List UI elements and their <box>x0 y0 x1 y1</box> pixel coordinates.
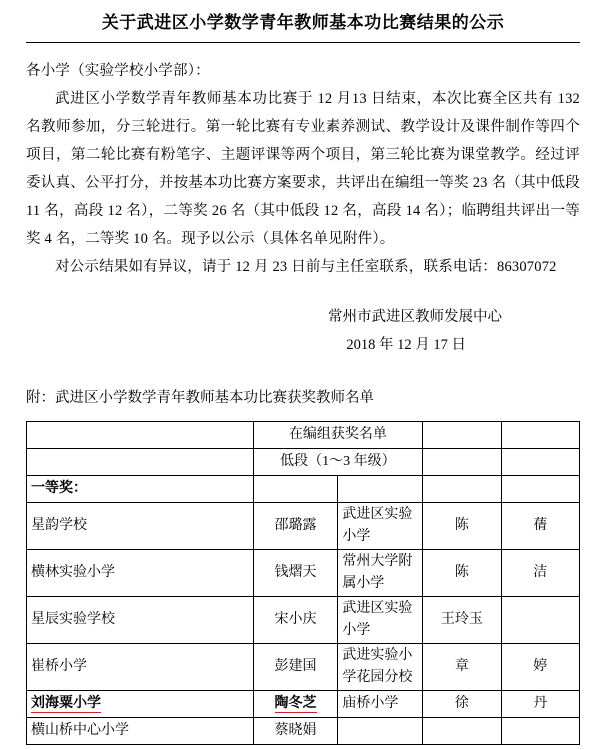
header-section-blank-right2 <box>501 449 579 476</box>
table-row-highlighted <box>27 691 580 718</box>
award-level-blank1 <box>253 476 338 503</box>
table-row-award-level <box>27 476 580 503</box>
cell-teacher: 钱熠天 <box>253 550 338 597</box>
cell-school: 崔桥小学 <box>27 644 254 691</box>
award-level-label: 一等奖： <box>27 476 254 503</box>
award-table <box>26 421 580 745</box>
table-row <box>27 718 580 745</box>
award-level-blank3 <box>423 476 501 503</box>
attachment-title: 附：武进区小学数学青年教师基本功比赛获奖教师名单 <box>26 390 374 406</box>
table-row <box>27 597 580 644</box>
cell-surname: 陈 <box>423 550 501 597</box>
cell-surname: 徐 <box>423 691 501 718</box>
cell-given-name: 蒨 <box>501 503 579 550</box>
cell-teacher: 蔡晓娟 <box>253 718 338 745</box>
cell-work-unit: 武进区实验小学 <box>338 597 423 644</box>
cell-surname: 章 <box>423 644 501 691</box>
cell-school-text: 刘海粟小学 <box>31 696 101 711</box>
cell-work-unit: 庙桥小学 <box>338 691 423 718</box>
header-group-blank-left <box>27 422 254 449</box>
paragraph-1: 武进区小学数学青年教师基本功比赛于 12 月13 日结束，本次比赛全区共有 132 名教师参加，分三轮进行。第一轮比赛有专业素养测试、教学设计及课件制作等四个项目，第二轮比赛有粉笔字、主题评课等两个项目，第三轮比赛为课堂教学。经过评委认真、公平打分，并按基本功比赛方案要求，共评出在编组一等奖 23 名（其中低段 11 名，高段 12 名），二等奖 26 名（其中低段 12 名，高段 14 名）；临聘组共评出一等奖 4 名，二等奖 10 名。现予以公示（具体名单见附件）。 <box>26 91 580 247</box>
cell-teacher: 宋小庆 <box>253 597 338 644</box>
cell-surname: 陈 <box>423 503 501 550</box>
cell-school: 星韵学校 <box>27 503 254 550</box>
header-section-title: 低段（1～3 年级） <box>253 449 423 476</box>
cell-surname <box>423 718 501 745</box>
cell-given-name <box>501 718 579 745</box>
page-title: 关于武进区小学数学青年教师基本功比赛结果的公示 <box>101 13 505 32</box>
signature-block <box>26 303 580 359</box>
cell-work-unit <box>338 718 423 745</box>
document-body <box>26 57 580 281</box>
cell-teacher: 彭建国 <box>253 644 338 691</box>
header-section-blank-left <box>27 449 254 476</box>
header-group-blank-right2 <box>501 422 579 449</box>
table-row <box>27 503 580 550</box>
table-row <box>27 644 580 691</box>
signature-date: 2018 年 12 月 17 日 <box>346 337 466 353</box>
document-page <box>0 10 606 750</box>
cell-work-unit: 武进区实验小学 <box>338 503 423 550</box>
cell-given-name: 婷 <box>501 644 579 691</box>
cell-teacher: 邵璐露 <box>253 503 338 550</box>
cell-given-name: 洁 <box>501 550 579 597</box>
signature-organization: 常州市武进区教师发展中心 <box>328 309 502 325</box>
cell-teacher <box>253 691 338 718</box>
cell-school: 横林实验小学 <box>27 550 254 597</box>
cell-given-name: 丹 <box>501 691 579 718</box>
cell-school: 星辰实验学校 <box>27 597 254 644</box>
header-group-title: 在编组获奖名单 <box>253 422 423 449</box>
cell-school: 横山桥中心小学 <box>27 718 254 745</box>
award-level-blank2 <box>338 476 423 503</box>
title-divider <box>26 42 580 43</box>
cell-teacher-text: 陶冬芝 <box>274 696 317 711</box>
cell-surname: 王玲玉 <box>423 597 501 644</box>
table-row-header-section <box>27 449 580 476</box>
paragraph-2: 对公示结果如有异议，请于 12 月 23 日前与主任室联系，联系电话：86307072 <box>55 259 557 275</box>
cell-work-unit: 常州大学附属小学 <box>338 550 423 597</box>
table-row <box>27 550 580 597</box>
cell-work-unit: 武进实验小学花园分校 <box>338 644 423 691</box>
header-group-blank-right1 <box>423 422 501 449</box>
salutation: 各小学（实验学校小学部）： <box>26 63 210 79</box>
header-section-blank-right1 <box>423 449 501 476</box>
cell-given-name <box>501 597 579 644</box>
table-row-header-group <box>27 422 580 449</box>
cell-school <box>27 691 254 718</box>
award-level-blank4 <box>501 476 579 503</box>
